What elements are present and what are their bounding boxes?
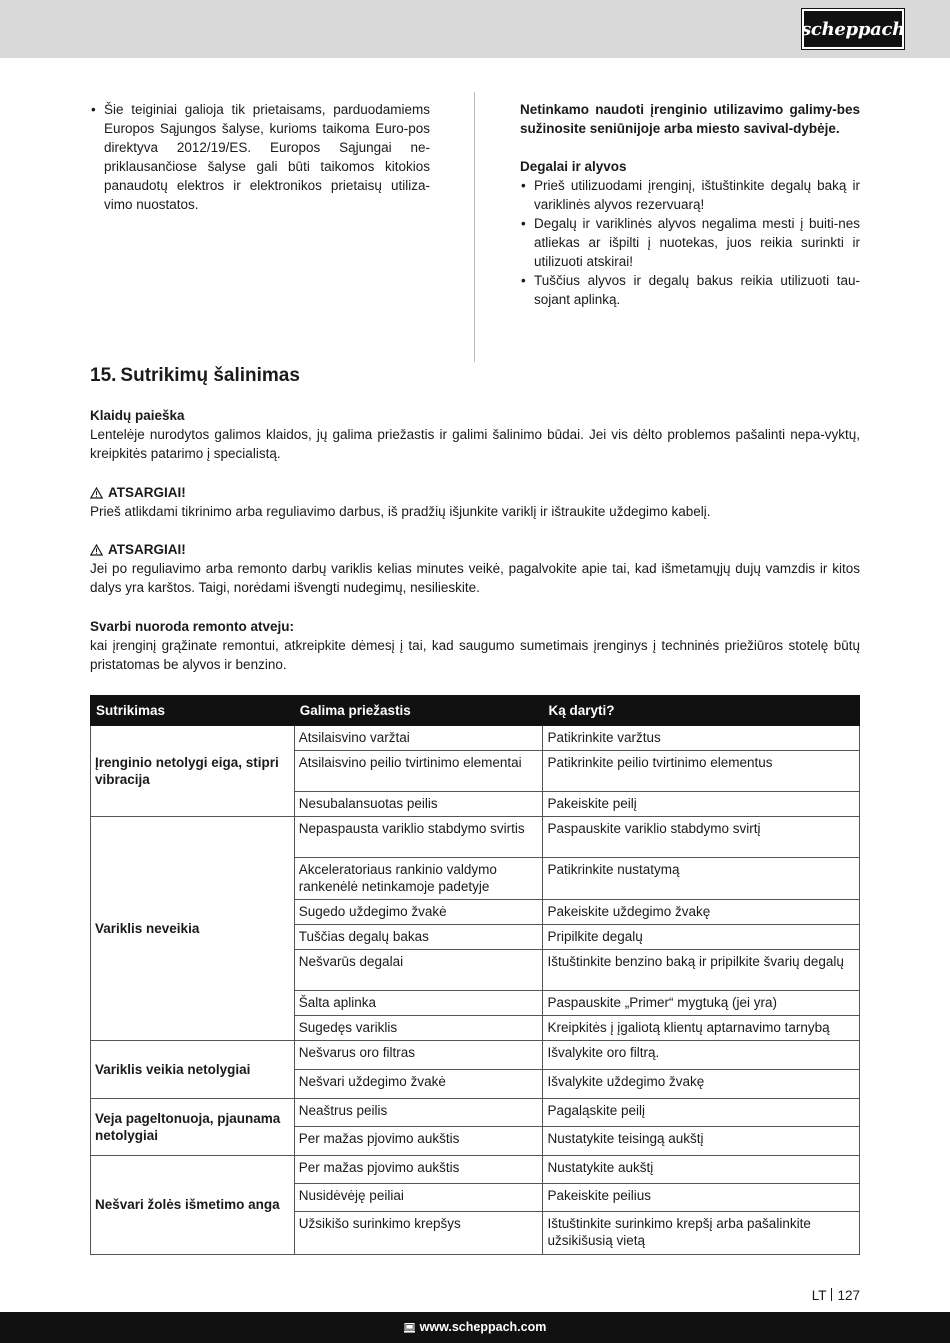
computer-icon xyxy=(404,1323,415,1333)
logo-text: scheppach xyxy=(801,18,905,40)
action-cell: Ištuštinkite surinkimo krepšį arba pašalinkite užsikišusią vietą xyxy=(543,1212,860,1255)
cause-cell: Nešvari uždegimo žvakė xyxy=(294,1070,543,1099)
cause-cell: Nepaspausta variklio stabdymo svirtis xyxy=(294,817,543,858)
warning-block xyxy=(90,483,860,521)
page-language: LT xyxy=(811,1288,827,1303)
issue-cell: Variklis veikia netolygiai xyxy=(91,1041,295,1099)
warning-text: Jei po reguliavimo arba remonto darbų variklis kelias minutes veikė, pagalvokite apie tai, kad išmetamųjų dujų vamzdis ir kitos dalys yra karštos. Taigi, norėdami išvengti nudegimų, nesilieskite. xyxy=(90,561,860,595)
table-header-row xyxy=(91,696,860,726)
cause-cell: Užsikišo surinkimo krepšys xyxy=(294,1212,543,1255)
section-title: Sutrikimų šalinimas xyxy=(120,365,300,386)
left-bullet-list xyxy=(90,100,430,214)
action-cell: Pakeiskite uždegimo žvakę xyxy=(543,900,860,925)
issue-cell: Nešvari žolės išmetimo anga xyxy=(91,1156,295,1255)
action-cell: Pakeiskite peilius xyxy=(543,1184,860,1212)
cause-cell: Tuščias degalų bakas xyxy=(294,925,543,950)
action-cell: Pripilkite degalų xyxy=(543,925,860,950)
action-cell: Nustatykite teisingą aukštį xyxy=(543,1127,860,1156)
warning-label: ATSARGIAI! xyxy=(108,542,186,557)
column-header: Sutrikimas xyxy=(91,696,295,726)
warning-icon xyxy=(90,487,103,499)
cause-cell: Nusidėvėję peiliai xyxy=(294,1184,543,1212)
cause-cell: Nesubalansuotas peilis xyxy=(294,792,543,817)
warning-icon xyxy=(90,544,103,556)
action-cell: Patikrinkite peilio tvirtinimo elementus xyxy=(543,751,860,792)
cause-cell: Sugedo uždegimo žvakė xyxy=(294,900,543,925)
warning-text: Prieš atlikdami tikrinimo arba reguliavimo darbus, iš pradžių išjunkite variklį ir ištraukite uždegimo kabelį. xyxy=(90,504,711,519)
fuel-heading: Degalai ir alyvos xyxy=(520,159,627,174)
cause-cell: Akceleratoriaus rankinio valdymo rankenėlė netinkamoje padetyje xyxy=(294,858,543,900)
cause-cell: Per mažas pjovimo aukštis xyxy=(294,1156,543,1184)
cause-cell: Atsilaisvino peilio tvirtinimo elementai xyxy=(294,751,543,792)
table-row xyxy=(91,1099,860,1127)
page-number-value: 127 xyxy=(837,1288,860,1303)
section-number: 15. xyxy=(90,365,117,386)
cause-cell: Šalta aplinka xyxy=(294,991,543,1016)
fuel-bullet-list xyxy=(520,176,860,309)
repair-note-text: kai įrenginį grąžinate remontui, atkreipkite dėmesį į tai, kad saugumo sumetimais įrenginys į techninės priežiūros stotelę būtų pristatomas be alyvos ir benzino. xyxy=(90,638,860,672)
action-cell: Išvalykite uždegimo žvakę xyxy=(543,1070,860,1099)
issue-cell: Veja pageltonuoja, pjaunama netolygiai xyxy=(91,1099,295,1156)
troubleshoot-block xyxy=(90,406,860,463)
warning-label: ATSARGIAI! xyxy=(108,485,186,500)
repair-note-heading: Svarbi nuoroda remonto atveju: xyxy=(90,619,295,634)
action-cell: Išvalykite oro filtrą. xyxy=(543,1041,860,1070)
warning-block xyxy=(90,540,860,597)
section-heading xyxy=(90,364,300,388)
cause-cell: Atsilaisvino varžtai xyxy=(294,726,543,751)
cause-cell: Nešvarūs degalai xyxy=(294,950,543,991)
cause-cell: Nešvarus oro filtras xyxy=(294,1041,543,1070)
cause-cell: Per mažas pjovimo aukštis xyxy=(294,1127,543,1156)
table-row xyxy=(91,1041,860,1070)
action-cell: Paspauskite „Primer“ mygtuką (jei yra) xyxy=(543,991,860,1016)
cause-cell: Neaštrus peilis xyxy=(294,1099,543,1127)
repair-note-block xyxy=(90,617,860,674)
column-header: Ką daryti? xyxy=(543,696,860,726)
list-item: • Šie teiginiai galioja tik prietaisams, parduodamiems Europos Sąjungos šalyse, kurioms taikoma Euro-pos direktyva 2012/19/ES. Europos Sąjungai ne-priklausančiose šalyse gali būti taikomos kitokios panaudotų elektros ir elektronikos prietaisų utiliza-vimo nuostatos. xyxy=(90,100,430,214)
action-cell: Kreipkitės į įgaliotą klientų aptarnavimo tarnybą xyxy=(543,1016,860,1041)
table-row xyxy=(91,817,860,858)
column-divider xyxy=(474,92,475,362)
troubleshooting-table xyxy=(90,695,860,1255)
action-cell: Pagaląskite peilį xyxy=(543,1099,860,1127)
action-cell: Ištuštinkite benzino baką ir pripilkite švarių degalų xyxy=(543,950,860,991)
column-header: Galima priežastis xyxy=(294,696,543,726)
table-row xyxy=(91,726,860,751)
brand-logo xyxy=(802,9,904,49)
troubleshoot-text: Lentelėje nurodytos galimos klaidos, jų galima priežastis ir galimi šalinimo būdai. Jei vis dėlto problemos pašalinti nepa-vyktų, kreipkitės patarimo į specialistą. xyxy=(90,427,860,461)
list-item: • Tuščius alyvos ir degalų bakus reikia utilizuoti tau-sojant aplinką. xyxy=(520,271,860,309)
page-number xyxy=(812,1286,860,1305)
warning-heading xyxy=(90,483,860,502)
list-item: • Degalų ir variklinės alyvos negalima mesti į buiti-nes atliekas ar išpilti į nuotekas, juos reikia surinkti ir utilizuoti atskirai! xyxy=(520,214,860,271)
right-column xyxy=(520,100,860,309)
action-cell: Nustatykite aukštį xyxy=(543,1156,860,1184)
issue-cell: Įrenginio netolygi eiga, stipri vibracija xyxy=(91,726,295,817)
header-bar xyxy=(0,0,950,58)
action-cell: Paspauskite variklio stabdymo svirtį xyxy=(543,817,860,858)
table-row xyxy=(91,1156,860,1184)
footer-bar xyxy=(0,1312,950,1343)
action-cell: Pakeiskite peilį xyxy=(543,792,860,817)
page-number-separator xyxy=(831,1288,832,1301)
action-cell: Patikrinkite nustatymą xyxy=(543,858,860,900)
action-cell: Patikrinkite varžtus xyxy=(543,726,860,751)
website-link[interactable]: www.scheppach.com xyxy=(419,1320,547,1334)
issue-cell: Variklis neveikia xyxy=(91,817,295,1041)
disposal-info: Netinkamo naudoti įrenginio utilizavimo galimy-bes sužinosite seniūnijoje arba miesto savival-dybėje. xyxy=(520,102,860,136)
list-item: • Prieš utilizuodami įrenginį, ištuštinkite degalų baką ir variklinės alyvos rezervuarą! xyxy=(520,176,860,214)
cause-cell: Sugedęs variklis xyxy=(294,1016,543,1041)
left-column xyxy=(90,100,430,214)
warning-heading xyxy=(90,540,860,559)
troubleshoot-heading: Klaidų paieška xyxy=(90,408,185,423)
